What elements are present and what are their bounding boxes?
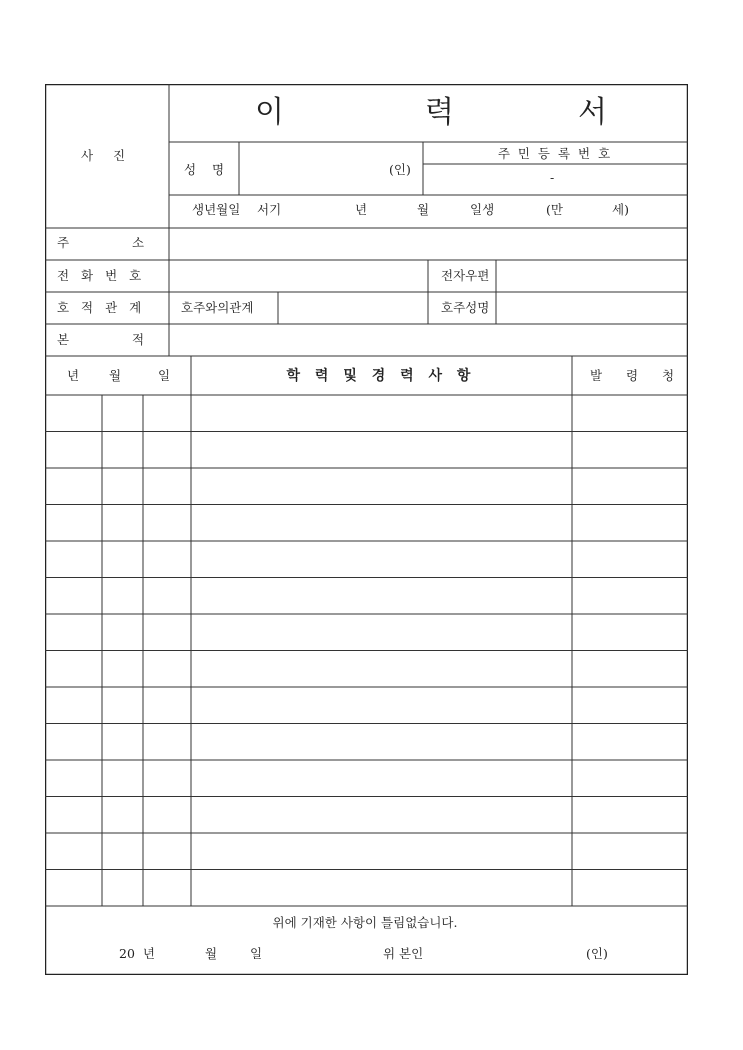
origin-label-b: 적 (132, 332, 145, 347)
family-relation-label: 호 적 관 계 (57, 300, 146, 315)
history-col-year: 년 (67, 368, 80, 383)
birth-era: 서기 (257, 202, 282, 217)
resident-id-label: 주 민 등 록 번 호 (497, 146, 613, 161)
email-label: 전자우편 (441, 268, 490, 283)
resident-id-dash[interactable]: - (550, 170, 555, 185)
name-label[interactable]: 성 명 (184, 162, 231, 177)
birth-label: 생년월일 (192, 202, 241, 217)
footer-seal: (인) (586, 946, 608, 961)
footer-statement: 위에 기재한 사항이 틀림없습니다. (272, 915, 458, 930)
footer-year: 20 년 (119, 946, 155, 961)
history-heading: 학 력 및 경 력 사 항 (286, 368, 476, 384)
address-label-a: 주 (57, 235, 70, 250)
family-relation-sub-label: 호주와의관계 (181, 300, 254, 315)
history-col-issuer-1: 발 (590, 368, 603, 383)
footer-day: 일 (250, 946, 263, 961)
outer-border (46, 85, 688, 975)
history-col-day: 일 (158, 368, 171, 383)
title-char-3: 서 (578, 95, 607, 130)
birth-age-open: (만 (546, 202, 563, 217)
birth-age-close: 세) (612, 202, 629, 217)
photo-label: 사 진 (80, 148, 134, 163)
head-name-label: 호주성명 (441, 300, 490, 315)
phone-label: 전 화 번 호 (57, 268, 146, 283)
birth-day: 일생 (470, 202, 495, 217)
history-col-month: 월 (109, 368, 122, 383)
birth-year: 년 (355, 202, 368, 217)
footer-month: 월 (205, 946, 218, 961)
footer-signer: 위 본인 (383, 946, 424, 961)
history-col-issuer-3: 청 (662, 368, 675, 383)
origin-label-a: 본 (57, 332, 70, 347)
name-seal: (인) (389, 162, 411, 177)
resume-form (45, 84, 688, 975)
birth-month: 월 (417, 202, 430, 217)
form-grid (45, 84, 688, 975)
history-col-issuer-2: 령 (626, 368, 639, 383)
address-label-b: 소 (132, 235, 145, 250)
title-char-2: 력 (425, 95, 454, 130)
title-char-1: 이 (255, 95, 284, 130)
